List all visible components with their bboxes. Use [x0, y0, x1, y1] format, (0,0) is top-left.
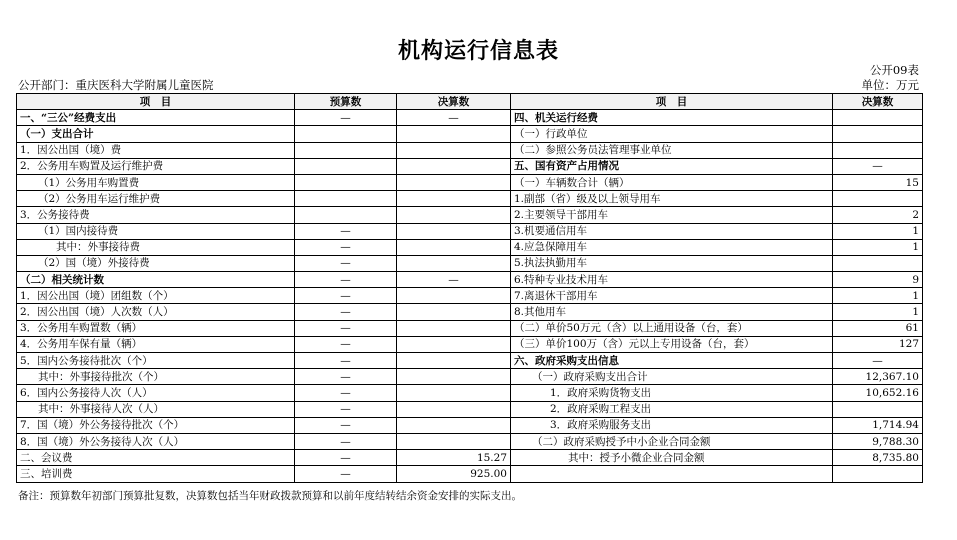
final-cell	[397, 191, 511, 207]
left-item-cell: 1．因公出国（境）费	[17, 142, 295, 158]
right-final-cell	[833, 401, 923, 417]
right-final-cell	[833, 126, 923, 142]
left-item-cell: 二、会议费	[17, 450, 295, 466]
final-cell	[397, 174, 511, 190]
right-final-cell: 1	[833, 288, 923, 304]
header-left-item: 项 目	[17, 94, 295, 110]
budget-cell: —	[295, 320, 397, 336]
right-item-cell: 四、机关运行经费	[511, 110, 833, 126]
right-item-cell: 5.执法执勤用车	[511, 255, 833, 271]
table-row	[17, 336, 923, 352]
header-right-item: 项 目	[511, 94, 833, 110]
table-row	[17, 304, 923, 320]
table-row	[17, 417, 923, 433]
final-cell	[397, 304, 511, 320]
left-item-cell: 5．国内公务接待批次（个）	[17, 353, 295, 369]
budget-cell: —	[295, 336, 397, 352]
table-row	[17, 223, 923, 239]
right-final-cell	[833, 466, 923, 482]
right-final-cell: 12,367.10	[833, 369, 923, 385]
right-item-cell: 2.主要领导干部用车	[511, 207, 833, 223]
left-item-cell: （1）国内接待费	[17, 223, 295, 239]
left-item-cell: 三、培训费	[17, 466, 295, 482]
right-item-cell: 8.其他用车	[511, 304, 833, 320]
right-item-cell: 3.机要通信用车	[511, 223, 833, 239]
final-cell	[397, 417, 511, 433]
table-row	[17, 401, 923, 417]
table-row	[17, 142, 923, 158]
right-final-cell: —	[833, 353, 923, 369]
table-row	[17, 320, 923, 336]
right-item-cell: （一）政府采购支出合计	[511, 369, 833, 385]
table-header-row	[17, 94, 923, 110]
table-row	[17, 288, 923, 304]
left-item-cell: （一）支出合计	[17, 126, 295, 142]
right-item-cell: 其中：授予小微企业合同金额	[511, 450, 833, 466]
right-item-cell: 六、政府采购支出信息	[511, 353, 833, 369]
final-cell	[397, 336, 511, 352]
right-item-cell: （二）参照公务员法管理事业单位	[511, 142, 833, 158]
right-final-cell: 61	[833, 320, 923, 336]
left-item-cell: 4．公务用车保有量（辆）	[17, 336, 295, 352]
table-row	[17, 385, 923, 401]
budget-cell: —	[295, 466, 397, 482]
table-row	[17, 110, 923, 126]
budget-cell: —	[295, 223, 397, 239]
budget-cell: —	[295, 450, 397, 466]
right-item-cell: 3．政府采购服务支出	[511, 417, 833, 433]
table-number: 公开09表	[869, 63, 919, 77]
left-item-cell: 一、“三公”经费支出	[17, 110, 295, 126]
left-item-cell: 3．公务接待费	[17, 207, 295, 223]
final-cell	[397, 353, 511, 369]
right-final-cell: 1	[833, 223, 923, 239]
final-cell	[397, 401, 511, 417]
left-item-cell: （1）公务用车购置费	[17, 174, 295, 190]
table-row	[17, 450, 923, 466]
table-row	[17, 272, 923, 288]
right-item-cell: 2．政府采购工程支出	[511, 401, 833, 417]
final-cell	[397, 158, 511, 174]
table-row	[17, 369, 923, 385]
header-budget: 预算数	[295, 94, 397, 110]
left-item-cell: 1．因公出国（境）团组数（个）	[17, 288, 295, 304]
right-item-cell: 1．政府采购货物支出	[511, 385, 833, 401]
budget-cell: —	[295, 385, 397, 401]
header-right-final: 决算数	[833, 94, 923, 110]
right-final-cell	[833, 142, 923, 158]
department-label: 公开部门：重庆医科大学附属儿童医院	[18, 78, 214, 92]
budget-cell	[295, 174, 397, 190]
final-cell	[397, 207, 511, 223]
final-cell: —	[397, 272, 511, 288]
table-row	[17, 126, 923, 142]
right-final-cell: 9,788.30	[833, 433, 923, 449]
right-final-cell: 1,714.94	[833, 417, 923, 433]
left-item-cell: 2．因公出国（境）人次数（人）	[17, 304, 295, 320]
table-row	[17, 239, 923, 255]
right-final-cell: 2	[833, 207, 923, 223]
right-final-cell: 1	[833, 239, 923, 255]
final-cell	[397, 433, 511, 449]
final-cell	[397, 223, 511, 239]
right-final-cell	[833, 110, 923, 126]
final-cell: 925.00	[397, 466, 511, 482]
right-final-cell	[833, 191, 923, 207]
right-item-cell: （三）单价100万（含）元以上专用设备（台，套）	[511, 336, 833, 352]
right-item-cell	[511, 466, 833, 482]
right-final-cell: 10,652.16	[833, 385, 923, 401]
left-item-cell: （二）相关统计数	[17, 272, 295, 288]
budget-cell: —	[295, 110, 397, 126]
table-row	[17, 207, 923, 223]
budget-cell	[295, 142, 397, 158]
budget-cell: —	[295, 304, 397, 320]
right-item-cell: （二）政府采购授予中小企业合同金额	[511, 433, 833, 449]
final-cell	[397, 239, 511, 255]
budget-cell: —	[295, 433, 397, 449]
right-item-cell: 1.副部（省）级及以上领导用车	[511, 191, 833, 207]
right-final-cell: 9	[833, 272, 923, 288]
table-row	[17, 158, 923, 174]
right-final-cell: 8,735.80	[833, 450, 923, 466]
left-item-cell: 其中：外事接待批次（个）	[17, 369, 295, 385]
table-row	[17, 466, 923, 482]
header-final: 决算数	[397, 94, 511, 110]
right-final-cell: —	[833, 158, 923, 174]
table-row	[17, 191, 923, 207]
budget-cell: —	[295, 288, 397, 304]
table-row	[17, 174, 923, 190]
budget-cell	[295, 207, 397, 223]
right-item-cell: 五、国有资产占用情况	[511, 158, 833, 174]
page-title: 机构运行信息表	[397, 38, 559, 64]
budget-cell: —	[295, 272, 397, 288]
left-item-cell: 2．公务用车购置及运行维护费	[17, 158, 295, 174]
right-item-cell: （二）单价50万元（含）以上通用设备（台，套）	[511, 320, 833, 336]
right-item-cell: （一）行政单位	[511, 126, 833, 142]
final-cell	[397, 288, 511, 304]
left-item-cell: 6．国内公务接待人次（人）	[17, 385, 295, 401]
right-final-cell: 127	[833, 336, 923, 352]
budget-cell	[295, 126, 397, 142]
table-row	[17, 255, 923, 271]
final-cell	[397, 255, 511, 271]
budget-cell	[295, 191, 397, 207]
left-item-cell: 8．国（境）外公务接待人次（人）	[17, 433, 295, 449]
info-table	[16, 93, 923, 483]
final-cell	[397, 320, 511, 336]
right-final-cell: 1	[833, 304, 923, 320]
budget-cell: —	[295, 401, 397, 417]
left-item-cell: 其中：外事接待费	[17, 239, 295, 255]
budget-cell	[295, 158, 397, 174]
right-item-cell: 7.离退休干部用车	[511, 288, 833, 304]
final-cell	[397, 126, 511, 142]
right-item-cell: 6.特种专业技术用车	[511, 272, 833, 288]
right-item-cell: （一）车辆数合计（辆）	[511, 174, 833, 190]
final-cell	[397, 142, 511, 158]
left-item-cell: 其中：外事接待人次（人）	[17, 401, 295, 417]
budget-cell: —	[295, 255, 397, 271]
left-item-cell: （2）国（境）外接待费	[17, 255, 295, 271]
left-item-cell: （2）公务用车运行维护费	[17, 191, 295, 207]
left-item-cell: 3．公务用车购置数（辆）	[17, 320, 295, 336]
final-cell	[397, 369, 511, 385]
right-item-cell: 4.应急保障用车	[511, 239, 833, 255]
budget-cell: —	[295, 417, 397, 433]
final-cell	[397, 385, 511, 401]
table-row	[17, 353, 923, 369]
budget-cell: —	[295, 369, 397, 385]
budget-cell: —	[295, 353, 397, 369]
final-cell: —	[397, 110, 511, 126]
unit-label: 单位：万元	[861, 78, 919, 92]
right-final-cell: 15	[833, 174, 923, 190]
right-final-cell	[833, 255, 923, 271]
footnote: 备注：预算数年初部门预算批复数，决算数包括当年财政拨款预算和以前年度结转结余资金安排的实际支出。	[18, 490, 522, 502]
left-item-cell: 7．国（境）外公务接待批次（个）	[17, 417, 295, 433]
table-row	[17, 433, 923, 449]
final-cell: 15.27	[397, 450, 511, 466]
budget-cell: —	[295, 239, 397, 255]
